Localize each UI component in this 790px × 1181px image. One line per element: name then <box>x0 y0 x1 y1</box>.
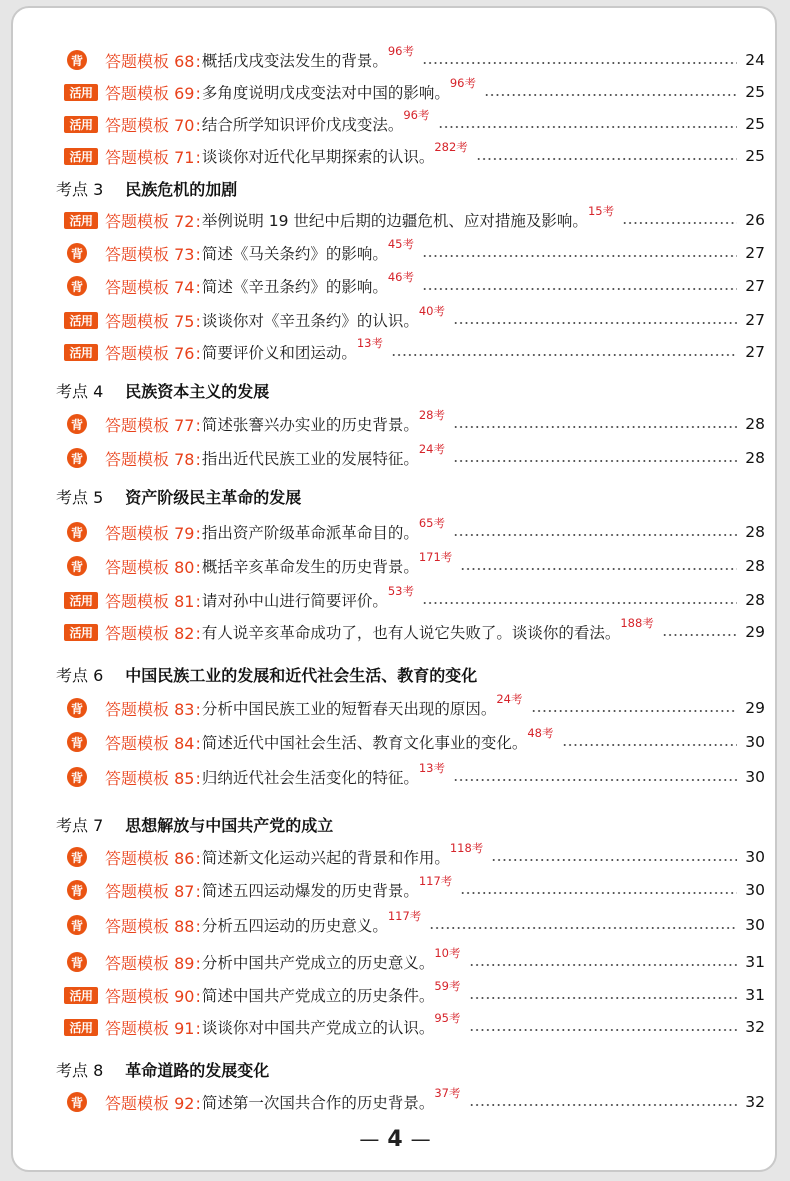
template-label: 答题模板 84: <box>105 733 201 753</box>
template-label: 答题模板 87: <box>105 881 201 901</box>
entry-title: 简述五四运动爆发的历史背景。 <box>201 882 419 900</box>
dot-leader <box>469 964 738 966</box>
template-label: 答题模板 77: <box>105 415 201 435</box>
toc-entry[interactable] <box>53 911 765 939</box>
exam-count: 171考 <box>418 550 453 564</box>
dot-leader <box>391 354 737 356</box>
page-ref: 30 <box>745 848 765 866</box>
toc-entry[interactable] <box>53 981 765 1009</box>
toc-entry[interactable] <box>53 410 765 438</box>
exam-count: 96考 <box>387 44 414 58</box>
page-ref: 32 <box>745 1018 765 1036</box>
exam-count: 13考 <box>356 336 383 350</box>
section-title: 民族资本主义的发展 <box>125 381 270 401</box>
template-label: 答题模板 76: <box>105 343 201 363</box>
dot-leader <box>662 634 737 636</box>
section-heading <box>56 378 269 402</box>
exam-count: 28考 <box>418 408 445 422</box>
recite-badge-icon: 背 <box>67 50 87 70</box>
toc-entry[interactable] <box>53 46 765 74</box>
template-label: 答题模板 74: <box>105 277 201 297</box>
exam-count: 117考 <box>387 909 422 923</box>
page-ref: 28 <box>745 449 765 467</box>
toc-entry[interactable] <box>53 444 765 472</box>
dot-leader <box>469 997 738 999</box>
exam-count: 96考 <box>449 76 476 90</box>
dot-leader <box>469 1029 738 1031</box>
apply-badge-icon: 活用 <box>64 212 98 229</box>
entry-title: 指出近代民族工业的发展特征。 <box>201 450 419 468</box>
exam-count: 117考 <box>418 874 453 888</box>
page-ref: 27 <box>745 277 765 295</box>
section-id: 考点 4 <box>56 381 104 401</box>
entry-title: 多角度说明戊戌变法对中国的影响。 <box>201 84 450 102</box>
template-label: 答题模板 81: <box>105 591 201 611</box>
apply-badge-icon: 活用 <box>64 84 98 101</box>
dot-leader <box>460 568 737 570</box>
toc-entry[interactable] <box>53 1013 765 1041</box>
recite-badge-icon: 背 <box>67 448 87 468</box>
exam-count: 13考 <box>418 761 445 775</box>
entry-title: 举例说明 19 世纪中后期的边疆危机、应对措施及影响。 <box>201 212 588 230</box>
exam-count: 59考 <box>434 979 461 993</box>
entry-title: 谈谈你对中国共产党成立的认识。 <box>201 1019 435 1037</box>
entry-title: 分析五四运动的历史意义。 <box>201 917 388 935</box>
exam-count: 10考 <box>434 946 461 960</box>
page-ref: 28 <box>745 415 765 433</box>
page-ref: 29 <box>745 623 765 641</box>
template-label: 答题模板 80: <box>105 557 201 577</box>
dot-leader <box>562 744 738 746</box>
recite-badge-icon: 背 <box>67 522 87 542</box>
section-id: 考点 7 <box>56 815 104 835</box>
recite-badge-icon: 背 <box>67 767 87 787</box>
toc-entry[interactable] <box>53 78 765 106</box>
toc-entry[interactable] <box>53 306 765 334</box>
recite-badge-icon: 背 <box>67 276 87 296</box>
page-ref: 24 <box>745 51 765 69</box>
section-heading <box>56 484 301 508</box>
recite-badge-icon: 背 <box>67 243 87 263</box>
page-ref: 28 <box>745 523 765 541</box>
entry-title: 简述新文化运动兴起的背景和作用。 <box>201 849 450 867</box>
page-number: — 4 — <box>359 1127 431 1152</box>
entry-title: 简述第一次国共合作的历史背景。 <box>201 1094 435 1112</box>
dot-leader <box>484 94 737 96</box>
template-label: 答题模板 68: <box>105 51 201 71</box>
toc-entry[interactable] <box>53 272 765 300</box>
exam-count: 53考 <box>387 584 414 598</box>
recite-badge-icon: 背 <box>67 414 87 434</box>
entry-title: 分析中国民族工业的短暂春天出现的原因。 <box>201 700 497 718</box>
page-ref: 27 <box>745 343 765 361</box>
page-ref: 25 <box>745 115 765 133</box>
entry-title: 谈谈你对近代化早期探索的认识。 <box>201 148 435 166</box>
template-label: 答题模板 70: <box>105 115 201 135</box>
dot-leader <box>453 460 737 462</box>
dot-leader <box>422 602 737 604</box>
dot-leader <box>422 255 737 257</box>
exam-count: 24考 <box>496 692 523 706</box>
template-label: 答题模板 88: <box>105 916 201 936</box>
entry-title: 简述《辛丑条约》的影响。 <box>201 278 388 296</box>
page-ref: 31 <box>745 953 765 971</box>
entry-title: 归纳近代社会生活变化的特征。 <box>201 769 419 787</box>
page-ref: 32 <box>745 1093 765 1111</box>
recite-badge-icon: 背 <box>67 556 87 576</box>
page-ref: 29 <box>745 699 765 717</box>
exam-count: 15考 <box>587 204 615 218</box>
section-title: 革命道路的发展变化 <box>125 1060 270 1080</box>
toc-entry[interactable] <box>53 694 765 722</box>
page-ref: 27 <box>745 311 765 329</box>
section-heading <box>56 662 477 686</box>
dot-leader <box>622 222 737 224</box>
section-id: 考点 8 <box>56 1060 104 1080</box>
toc-entry[interactable] <box>53 552 765 580</box>
entry-title: 简述中国共产党成立的历史条件。 <box>201 987 435 1005</box>
dot-leader <box>491 859 737 861</box>
apply-badge-icon: 活用 <box>64 116 98 133</box>
recite-badge-icon: 背 <box>67 880 87 900</box>
toc-entry[interactable] <box>53 1088 765 1116</box>
template-label: 答题模板 91: <box>105 1018 201 1038</box>
template-label: 答题模板 92: <box>105 1093 201 1113</box>
toc-entry[interactable] <box>53 206 765 234</box>
template-label: 答题模板 85: <box>105 768 201 788</box>
template-label: 答题模板 71: <box>105 147 201 167</box>
page-ref: 28 <box>745 557 765 575</box>
toc-entry[interactable] <box>53 948 765 976</box>
page-ref: 30 <box>745 733 765 751</box>
entry-title: 简述《马关条约》的影响。 <box>201 245 388 263</box>
entry-title: 有人说辛亥革命成功了，也有人说它失败了。谈谈你的看法。 <box>201 624 621 642</box>
apply-badge-icon: 活用 <box>64 1019 98 1036</box>
template-label: 答题模板 78: <box>105 449 201 469</box>
exam-count: 65考 <box>418 516 445 530</box>
page-ref: 28 <box>745 591 765 609</box>
exam-count: 282考 <box>434 140 468 154</box>
dot-leader <box>429 927 737 929</box>
section-title: 民族危机的加剧 <box>125 179 238 199</box>
toc-entry[interactable] <box>53 110 765 138</box>
exam-count: 24考 <box>418 442 445 456</box>
page-ref: 30 <box>745 768 765 786</box>
entry-title: 简述张謇兴办实业的历史背景。 <box>201 416 419 434</box>
toc-entry[interactable] <box>53 142 765 170</box>
page-ref: 26 <box>745 211 765 229</box>
section-id: 考点 6 <box>56 665 104 685</box>
dot-leader <box>422 288 737 290</box>
template-label: 答题模板 69: <box>105 83 201 103</box>
page-ref: 31 <box>745 986 765 1004</box>
entry-title: 简要评价义和团运动。 <box>201 344 357 362</box>
toc-entry[interactable] <box>53 728 765 756</box>
section-id: 考点 5 <box>56 487 104 507</box>
template-label: 答题模板 83: <box>105 699 201 719</box>
exam-count: 37考 <box>434 1086 461 1100</box>
page-ref: 25 <box>745 83 765 101</box>
dot-leader <box>469 1104 738 1106</box>
dot-leader <box>460 892 737 894</box>
apply-badge-icon: 活用 <box>64 624 98 641</box>
apply-badge-icon: 活用 <box>64 312 98 329</box>
apply-badge-icon: 活用 <box>64 148 98 165</box>
entry-title: 分析中国共产党成立的历史意义。 <box>201 954 435 972</box>
entry-title: 概括辛亥革命发生的历史背景。 <box>201 558 419 576</box>
entry-title: 结合所学知识评价戊戌变法。 <box>201 116 404 134</box>
page-ref: 30 <box>745 916 765 934</box>
toc-entry[interactable] <box>53 843 765 871</box>
template-label: 答题模板 86: <box>105 848 201 868</box>
exam-count: 95考 <box>434 1011 461 1025</box>
recite-badge-icon: 背 <box>67 732 87 752</box>
recite-badge-icon: 背 <box>67 1092 87 1112</box>
toc-entry[interactable] <box>53 518 765 546</box>
exam-count: 188考 <box>620 616 654 630</box>
apply-badge-icon: 活用 <box>64 592 98 609</box>
section-title: 思想解放与中国共产党的成立 <box>125 815 334 835</box>
entry-title: 概括戊戌变法发生的背景。 <box>201 52 388 70</box>
entry-title: 谈谈你对《辛丑条约》的认识。 <box>201 312 419 330</box>
template-label: 答题模板 72: <box>105 211 201 231</box>
exam-count: 48考 <box>527 726 554 740</box>
template-label: 答题模板 89: <box>105 953 201 973</box>
section-heading <box>56 812 333 836</box>
template-label: 答题模板 82: <box>105 623 201 643</box>
dot-leader <box>453 322 737 324</box>
section-heading <box>56 176 237 200</box>
section-title: 中国民族工业的发展和近代社会生活、教育的变化 <box>125 665 478 685</box>
section-title: 资产阶级民主革命的发展 <box>125 487 302 507</box>
dot-leader <box>438 126 738 128</box>
recite-badge-icon: 背 <box>67 915 87 935</box>
dot-leader <box>476 158 737 160</box>
page-ref: 30 <box>745 881 765 899</box>
dot-leader <box>453 779 737 781</box>
toc-entry[interactable] <box>53 239 765 267</box>
exam-count: 46考 <box>387 270 414 284</box>
template-label: 答题模板 75: <box>105 311 201 331</box>
exam-count: 45考 <box>387 237 414 251</box>
recite-badge-icon: 背 <box>67 952 87 972</box>
dot-leader <box>453 534 737 536</box>
apply-badge-icon: 活用 <box>64 987 98 1004</box>
page-ref: 27 <box>745 244 765 262</box>
dot-leader <box>422 62 737 64</box>
exam-count: 40考 <box>418 304 445 318</box>
section-heading <box>56 1057 269 1081</box>
recite-badge-icon: 背 <box>67 698 87 718</box>
toc-entry[interactable] <box>53 338 765 366</box>
toc-entry[interactable] <box>53 763 765 791</box>
template-label: 答题模板 79: <box>105 523 201 543</box>
toc-entry[interactable] <box>53 876 765 904</box>
template-label: 答题模板 90: <box>105 986 201 1006</box>
exam-count: 118考 <box>449 841 484 855</box>
template-label: 答题模板 73: <box>105 244 201 264</box>
entry-title: 指出资产阶级革命派革命目的。 <box>201 524 419 542</box>
exam-count: 96考 <box>403 108 430 122</box>
toc-entry[interactable] <box>53 618 765 646</box>
entry-title: 请对孙中山进行简要评价。 <box>201 592 388 610</box>
apply-badge-icon: 活用 <box>64 344 98 361</box>
dot-leader <box>531 710 738 712</box>
section-id: 考点 3 <box>56 179 104 199</box>
page-ref: 25 <box>745 147 765 165</box>
dot-leader <box>453 426 737 428</box>
toc-entry[interactable] <box>53 586 765 614</box>
entry-title: 简述近代中国社会生活、教育文化事业的变化。 <box>201 734 528 752</box>
recite-badge-icon: 背 <box>67 847 87 867</box>
